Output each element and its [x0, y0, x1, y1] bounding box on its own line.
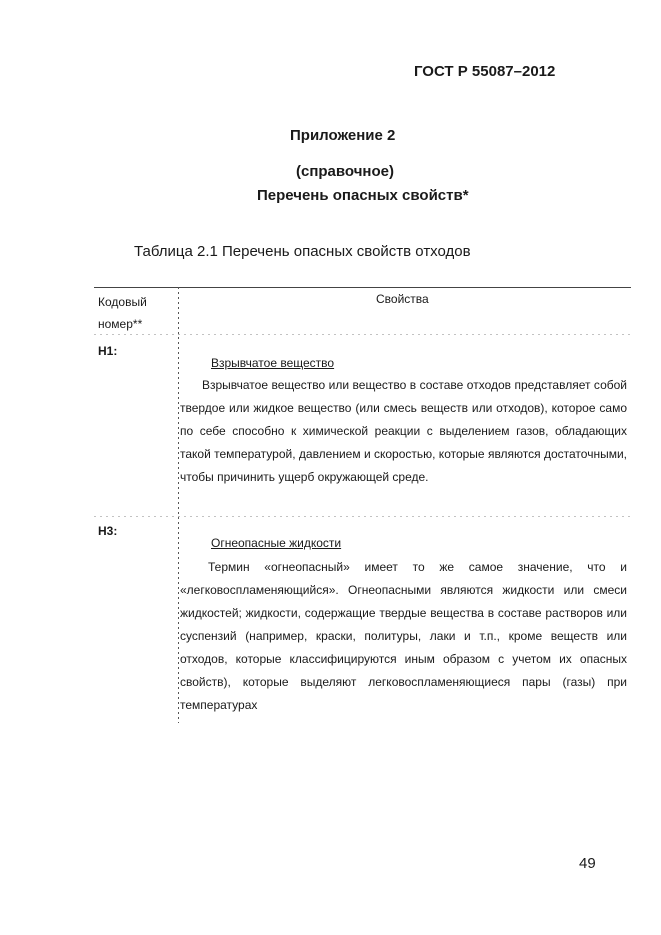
hazard-properties-table	[94, 287, 631, 723]
appendix-type: (справочное)	[296, 163, 394, 180]
column-header-properties: Свойства	[376, 292, 429, 306]
row-code: Н3:	[98, 524, 118, 538]
row-property-title: Огнеопасные жидкости	[211, 536, 342, 550]
row-divider	[94, 516, 631, 517]
appendix-title: Приложение 2	[290, 127, 396, 144]
row-property-text: Термин «огнеопасный» имеет то же самое значение, что и «легковоспламеняющийся». Огнеопасными являются жидкости или смеси жидкостей; жидкости, содержащие твердые вещества в составе растворов или суспензий (например, краски, политуры, лаки и т.п., кроме веществ или отходов, которые классифицируются иным образом с учетом их опасных свойств), которые выделяют легковоспламеняющиеся пары (газы) при температурах	[180, 560, 627, 712]
header-row-divider	[94, 334, 631, 335]
standard-number: ГОСТ Р 55087–2012	[414, 63, 556, 80]
row-property-title: Взрывчатое вещество	[211, 356, 335, 370]
table-top-border	[94, 287, 631, 288]
row-code: Н1:	[98, 344, 118, 358]
table-column-divider	[178, 287, 179, 723]
row-property-text: Взрывчатое вещество или вещество в составе отходов представляет собой твердое или жидкое вещество (или смесь веществ или отходов), которое само по себе способно к химической реакции с выделением газов, обладающих такой температурой, давлением и скоростью, которые являются достаточными, чтобы причинить ущерб окружающей среде.	[180, 378, 627, 484]
table-caption: Таблица 2.1 Перечень опасных свойств отходов	[134, 243, 471, 260]
column-header-code: Кодовый номер**	[98, 295, 147, 331]
page-number: 49	[579, 855, 596, 872]
list-title: Перечень опасных свойств*	[257, 187, 469, 204]
